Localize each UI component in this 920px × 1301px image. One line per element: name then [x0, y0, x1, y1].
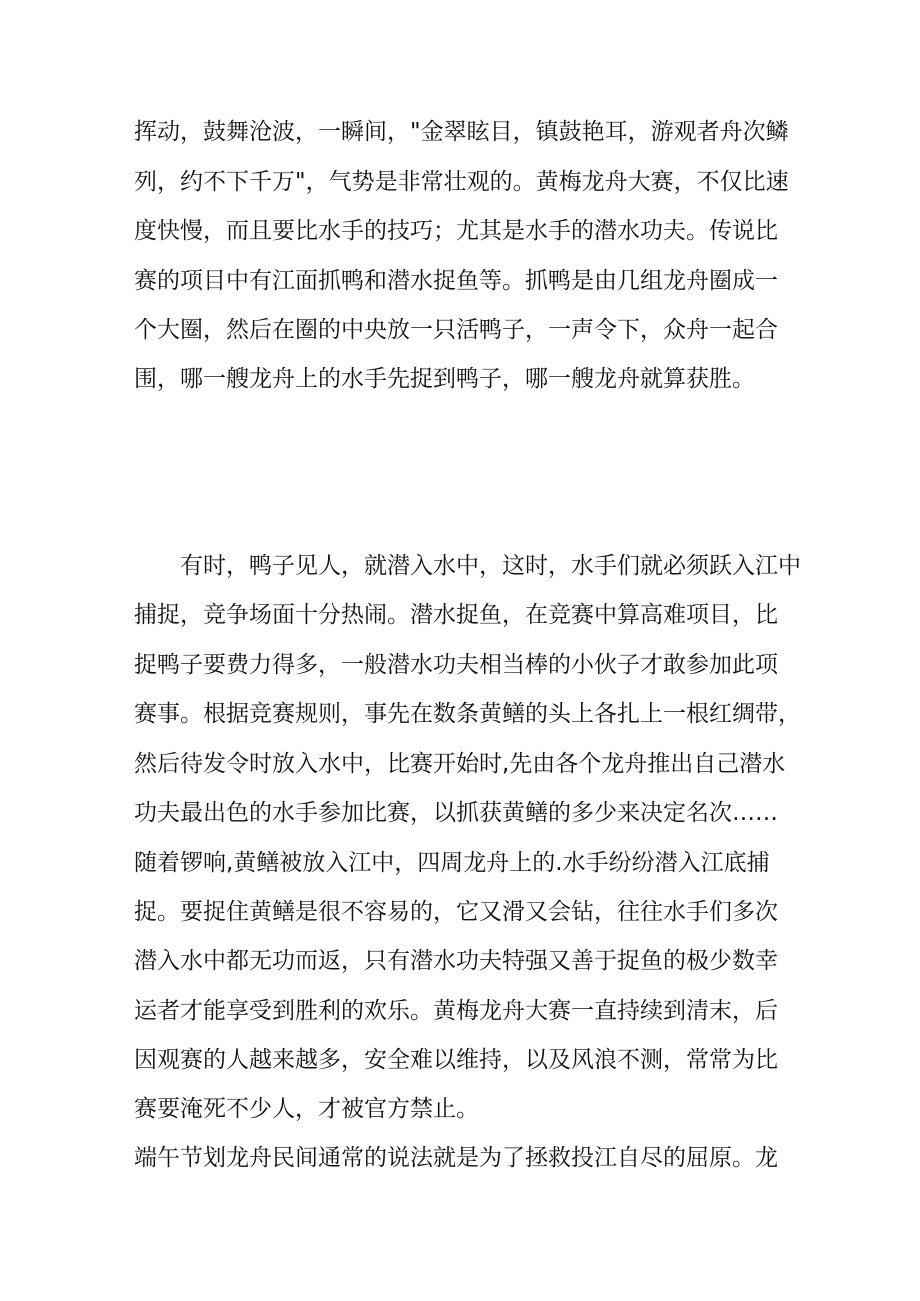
- text-line: 潜入水中都无功而返，只有潜水功夫特强又善于捉鱼的极少数幸: [134, 948, 778, 974]
- text-line: 捕捉，竞争场面十分热闹。潜水捉鱼，在竞赛中算高难项目，比: [134, 602, 778, 628]
- text-line: 列，约不下千万"，气势是非常壮观的。黄梅龙舟大赛，不仅比速: [134, 169, 789, 195]
- text-line: 然后待发令时放入水中，比赛开始时,先由各个龙舟推出自己潜水: [134, 751, 786, 777]
- text-line: 有时，鸭子见人，就潜入水中，这时，水手们就必须跃入江中: [180, 553, 801, 579]
- text-line: 捉。要捉住黄鳝是很不容易的，它又滑又会钻，往往水手们多次: [134, 899, 778, 925]
- text-line: 赛要淹死不少人，才被官方禁止。: [134, 1096, 479, 1122]
- text-line: 随着锣响,黄鳝被放入江中，四周龙舟上的.水手纷纷潜入江底捕: [134, 850, 770, 876]
- text-line: 度快慢，而且要比水手的技巧；尤其是水手的潜水功夫。传说比: [134, 218, 778, 244]
- text-line: 运者才能享受到胜利的欢乐。黄梅龙舟大赛一直持续到清末，后: [134, 998, 778, 1024]
- text-line: 个大圈，然后在圈的中央放一只活鸭子，一声令下，众舟一起合: [134, 317, 778, 343]
- text-line: 因观赛的人越来越多，安全难以维持，以及风浪不测，常常为比: [134, 1047, 778, 1073]
- text-line: 赛事。根据竞赛规则，事先在数条黄鳝的头上各扎上一根红绸带，: [134, 701, 801, 727]
- text-line: 端午节划龙舟民间通常的说法就是为了拯救投江自尽的屈原。龙: [134, 1145, 778, 1171]
- text-line: 功夫最出色的水手参加比赛，以抓获黄鳝的多少来决定名次……: [134, 800, 778, 826]
- text-line: 围，哪一艘龙舟上的水手先捉到鸭子，哪一艘龙舟就算获胜。: [134, 366, 755, 392]
- text-line: 捉鸭子要费力得多，一般潜水功夫相当棒的小伙子才敢参加此项: [134, 652, 778, 678]
- text-line: 挥动，鼓舞沧波，一瞬间，"金翠眩目，镇鼓艳耳，游观者舟次鳞: [134, 119, 789, 145]
- text-line: 赛的项目中有江面抓鸭和潜水捉鱼等。抓鸭是由几组龙舟圈成一: [134, 268, 778, 294]
